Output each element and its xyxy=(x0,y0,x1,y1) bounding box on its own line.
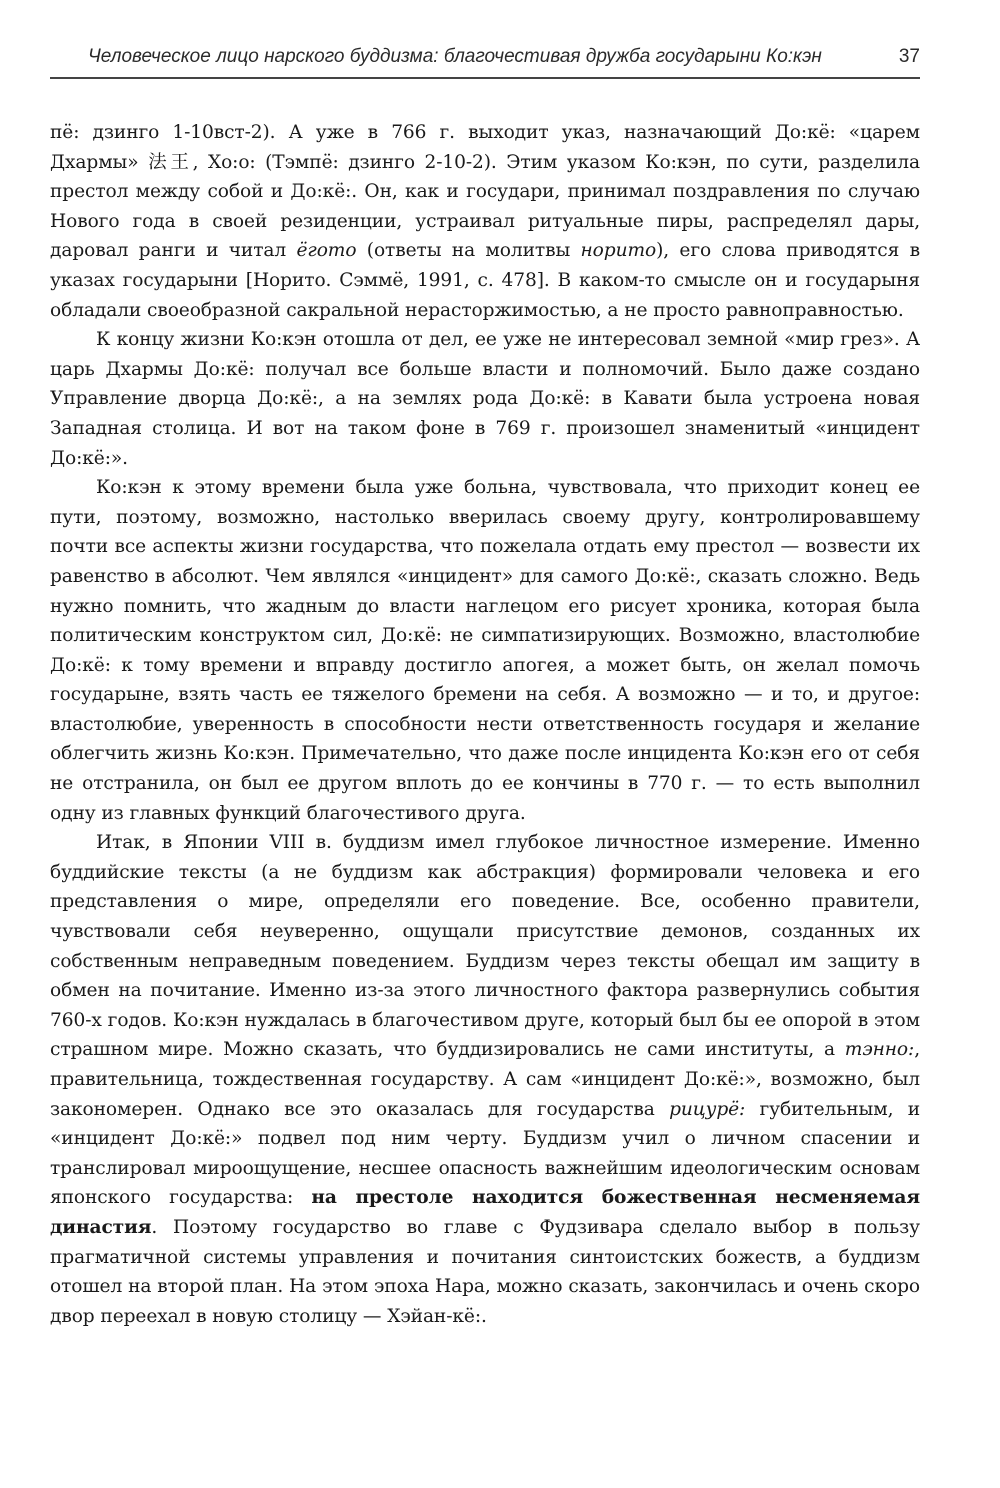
italic-term: рицурё: xyxy=(669,1098,746,1120)
running-head-title: Человеческое лицо нарского буддизма: благочестивая дружба государыни Ко:кэн xyxy=(88,46,822,67)
italic-term: норито xyxy=(580,240,657,262)
text-run: губительным, и «инцидент До:кё:» подвел под ним черту. Буддизм учил о личном спасении и транслировал мироощущение, несшее опасность важнейшим идеологическим основам японского государства: xyxy=(50,1098,920,1209)
body-text xyxy=(50,118,920,1331)
text-run: Итак, в Японии VIII в. буддизм имел глубокое личностное измерение. Именно буддийские тексты (а не буддизм как абстракция) формировали человека и его представления о мире, определяли его поведение. Все, особенно правители, чувствовали себя неуверенно, ощущали присутствие демонов, созданных их собственным неправедным поведением. Буддизм через тексты обещал им защиту в обмен на почитание. Именно из-за этого личностного фактора развернулись события 760-х годов. Ко:кэн нуждалась в благочестивом друге, который был бы ее опорой в этом страшном мире. Можно сказать, что буддизировались не сами институты, а xyxy=(50,832,920,1061)
running-head xyxy=(82,42,920,72)
text-run: пё: дзинго 1-10вст-2). А уже в 766 г. выходит указ, назначающий До:кё: «царем Дхармы» 法王, Хо:о: (Тэмпё: дзинго 2-10-2). Этим указом Ко:кэн, по сути, разделила престол между собой и До:кё:. Он, как и государи, принимал поздравления по случаю Нового года в своей резиденции, устраивал ритуальные пиры, распределял дары, даровал ранги и читал xyxy=(50,122,920,262)
header-rule xyxy=(50,77,920,79)
text-run: , правительница, тождественная государству. А сам «инцидент До:кё:», возможно, был закономерен. Однако все это оказалась для государства xyxy=(50,1039,920,1120)
text-run: ), его слова приводятся в указах государыни [Норито. Сэммё, 1991, с. 478]. В каком-то смысле он и государыня обладали своеобразной сакральной нерасторжимостью, а не просто равноправностью. xyxy=(50,240,921,321)
italic-term: ёгото xyxy=(296,240,357,262)
text-run: К концу жизни Ко:кэн отошла от дел, ее уже не интересовал земной «мир грез». А царь Дхармы До:кё: получал все больше власти и полномочий. Было даже создано Управление дворца До:кё:, а на землях рода До:кё: в Кавати была устроена новая Западная столица. И вот на таком фоне в 769 г. произошел знаменитый «инцидент До:кё:». xyxy=(50,329,920,469)
text-run: . Поэтому государство во главе с Фудзивара сделало выбор в пользу прагматичной системы управления и почитания синтоистских божеств, а буддизм отошел на второй план. На этом эпоха Нара, можно сказать, закончилась и очень скоро двор переехал в новую столицу — Хэйан-кё:. xyxy=(50,1216,920,1327)
text-run: Ко:кэн к этому времени была уже больна, чувствовала, что приходит конец ее пути, поэтому, возможно, настолько вверилась своему другу, контролировавшему почти все аспекты жизни государства, что пожелала отдать ему престол — возвести их равенство в абсолют. Чем являлся «инцидент» для самого До:кё:, сказать сложно. Ведь нужно помнить, что жадным до власти наглецом его рисует хроника, которая была политическим конструктом сил, До:кё: не симпатизирующих. Возможно, властолюбие До:кё: к тому времени и вправду достигло апогея, а может быть, он желал помочь государыне, взять часть ее тяжелого бремени на себя. А возможно — и то, и другое: властолюбие, уверенность в способности нести ответственность государя и желание облегчить жизнь Ко:кэн. Примечательно, что даже после инцидента Ко:кэн его от себя не отстранила, он был ее другом вплоть до ее кончины в 770 г. — то есть выполнил одну из главных функций благочестивого друга. xyxy=(50,477,920,824)
text-run: (ответы на молитвы xyxy=(356,240,581,262)
paragraph xyxy=(50,118,920,325)
paragraph xyxy=(50,325,920,473)
bold-emphasis: на престоле находится божественная несменяемая династия xyxy=(50,1187,920,1238)
page-number: 37 xyxy=(898,46,920,67)
paragraph xyxy=(50,473,920,828)
paragraph xyxy=(50,828,920,1331)
italic-term: тэнно: xyxy=(844,1039,915,1061)
